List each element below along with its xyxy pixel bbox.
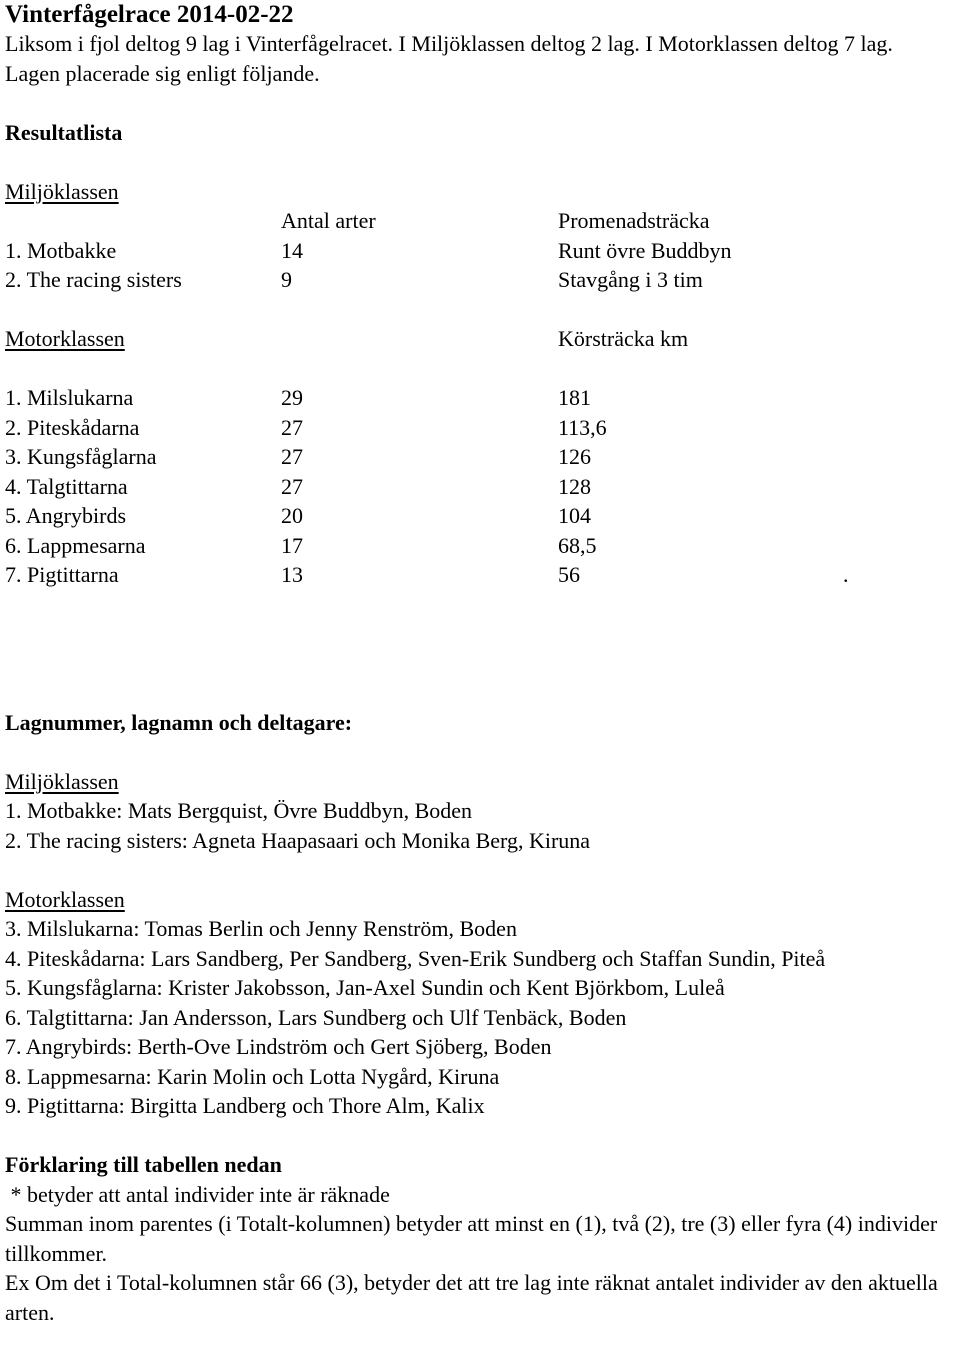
table-row xyxy=(5,265,957,295)
col-header-species: Antal arter xyxy=(281,208,376,233)
motor-header-row xyxy=(5,324,957,354)
miljo-class-label: Miljöklassen xyxy=(5,178,119,204)
list-item: 4. Piteskådarna: Lars Sandberg, Per Sandberg, Sven-Erik Sundberg och Staffan Sundin, Piteå xyxy=(5,945,826,971)
list-item: 7. Angrybirds: Berth-Ove Lindström och Gert Sjöberg, Boden xyxy=(5,1034,552,1059)
explanation-heading: Förklaring till tabellen nedan xyxy=(5,1152,282,1177)
species-count: 20 xyxy=(281,503,303,528)
team-name: 3. Kungsfåglarna xyxy=(5,444,157,469)
table-row xyxy=(5,501,957,531)
route-text: Runt övre Buddbyn xyxy=(558,237,732,263)
list-item: 3. Milslukarna: Tomas Berlin och Jenny Renström, Boden xyxy=(5,916,517,941)
table-row xyxy=(5,383,957,413)
participants-motor-label: Motorklassen xyxy=(5,886,125,912)
species-count: 14 xyxy=(281,237,303,263)
list-item: 9. Pigtittarna: Birgitta Landberg och Thore Alm, Kalix xyxy=(5,1093,485,1118)
distance-km: 68,5 xyxy=(558,532,597,558)
miljo-header-row xyxy=(5,206,957,236)
species-count: 27 xyxy=(281,444,303,469)
col-header-route: Promenadsträcka xyxy=(558,208,710,233)
intro-paragraph: Liksom i fjol deltog 9 lag i Vinterfågelracet. I Miljöklassen deltog 2 lag. I Motorklassen deltog 7 lag. xyxy=(5,31,893,56)
team-name: 5. Angrybirds xyxy=(5,503,126,528)
table-row xyxy=(5,236,957,266)
team-name: 1. Milslukarna xyxy=(5,385,134,410)
table-row xyxy=(5,413,957,443)
species-count: 27 xyxy=(281,414,303,440)
distance-km: 56 xyxy=(558,562,580,587)
team-name: 7. Pigtittarna xyxy=(5,562,119,587)
species-count: 29 xyxy=(281,385,303,410)
motor-class-label: Motorklassen xyxy=(5,326,125,351)
table-row xyxy=(5,560,957,590)
explanation-parenthesis-note: Summan inom parentes (i Totalt-kolumnen) betyder att minst en (1), två (2), tre (3) eller fyra (4) individer tillkommer. xyxy=(5,1211,938,1266)
explanation-asterisk-note: * betyder att antal individer inte är räknade xyxy=(5,1181,390,1207)
team-name: 1. Motbakke xyxy=(5,237,117,263)
list-item: 6. Talgtittarna: Jan Andersson, Lars Sundberg och Ulf Tenbäck, Boden xyxy=(5,1004,627,1030)
distance-km: 181 xyxy=(558,385,591,410)
team-name: 2. The racing sisters xyxy=(5,267,182,292)
participants-miljo-label: Miljöklassen xyxy=(5,768,119,794)
distance-km: 113,6 xyxy=(558,414,607,440)
document-page xyxy=(5,0,957,1327)
participants-heading: Lagnummer, lagnamn och deltagare: xyxy=(5,709,353,735)
list-item: 5. Kungsfåglarna: Krister Jakobsson, Jan-Axel Sundin och Kent Björkbom, Luleå xyxy=(5,975,725,1000)
species-count: 17 xyxy=(281,532,303,558)
team-name: 6. Lappmesarna xyxy=(5,532,146,558)
distance-km: 104 xyxy=(558,503,591,528)
team-name: 4. Talgtittarna xyxy=(5,473,128,499)
table-row xyxy=(5,442,957,472)
species-count: 9 xyxy=(281,267,292,292)
table-row xyxy=(5,472,957,502)
list-item: 1. Motbakke: Mats Bergquist, Övre Buddbyn, Boden xyxy=(5,798,473,823)
table-row xyxy=(5,531,957,561)
route-text: Stavgång i 3 tim xyxy=(558,267,703,292)
col-header-distance: Körsträcka km xyxy=(558,326,689,351)
intro-placement-text: Lagen placerade sig enligt följande. xyxy=(5,60,320,86)
list-item: 8. Lappmesarna: Karin Molin och Lotta Nygård, Kiruna xyxy=(5,1063,500,1089)
distance-km: 128 xyxy=(558,473,591,499)
page-title: Vinterfågelrace 2014-02-22 xyxy=(5,1,294,28)
list-item: 2. The racing sisters: Agneta Haapasaari och Monika Berg, Kiruna xyxy=(5,827,591,853)
results-heading: Resultatlista xyxy=(5,119,123,145)
explanation-example-note: Ex Om det i Total-kolumnen står 66 (3), betyder det att tre lag inte räknat antalet individer av den aktuella arten. xyxy=(5,1270,938,1325)
distance-km: 126 xyxy=(558,444,591,469)
species-count: 13 xyxy=(281,562,303,587)
team-name: 2. Piteskådarna xyxy=(5,414,140,440)
trailing-period: . xyxy=(843,562,849,587)
species-count: 27 xyxy=(281,473,303,499)
